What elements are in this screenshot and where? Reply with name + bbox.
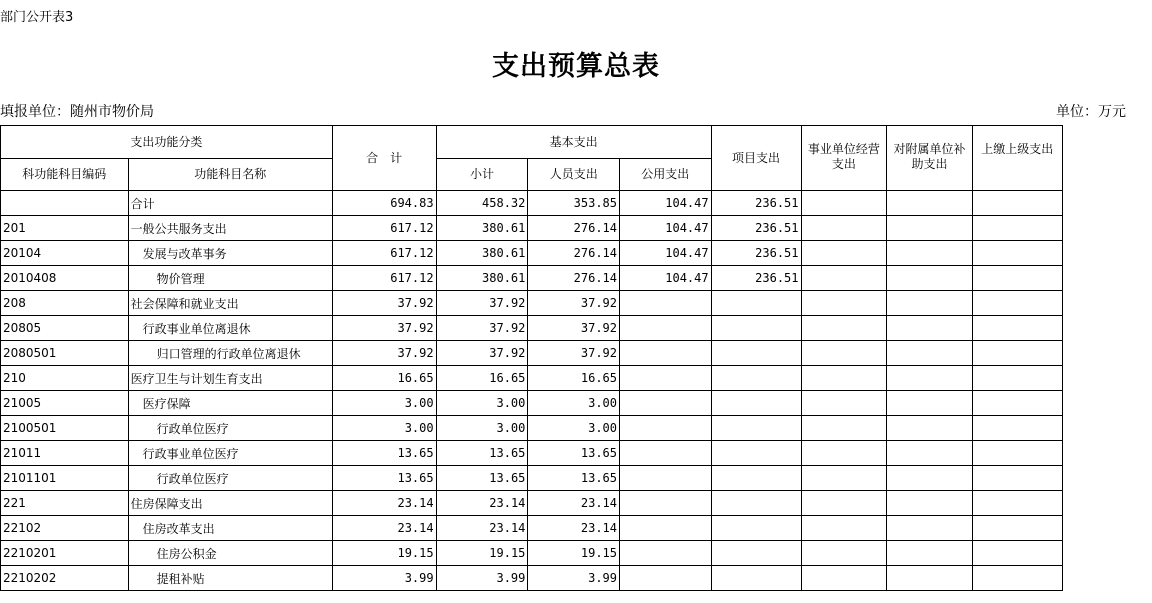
table-row xyxy=(1,366,1152,391)
cell-name: 住房改革支出 xyxy=(128,516,332,541)
cell-personnel: 37.92 xyxy=(528,316,620,341)
cell-upper xyxy=(972,466,1062,491)
cell-total: 694.83 xyxy=(332,191,436,216)
cell-personnel: 276.14 xyxy=(528,266,620,291)
cell-name: 行政单位医疗 xyxy=(128,466,332,491)
cell-project xyxy=(711,566,801,591)
cell-subtotal: 380.61 xyxy=(436,216,528,241)
cell-code: 221 xyxy=(1,491,129,516)
cell-total: 16.65 xyxy=(332,366,436,391)
cell-name: 行政单位医疗 xyxy=(128,416,332,441)
cell-public: 104.47 xyxy=(620,216,712,241)
cell-subsidy xyxy=(887,191,973,216)
cell-upper xyxy=(972,341,1062,366)
cell-code: 2100501 xyxy=(1,416,129,441)
cell-subsidy xyxy=(887,366,973,391)
cell-subtotal: 3.00 xyxy=(436,391,528,416)
cell-project xyxy=(711,291,801,316)
cell-public xyxy=(620,391,712,416)
table-row xyxy=(1,191,1152,216)
cell-business xyxy=(801,191,887,216)
budget-table xyxy=(0,125,1152,591)
cell-total: 19.15 xyxy=(332,541,436,566)
cell-name: 合计 xyxy=(128,191,332,216)
cell-subtotal: 380.61 xyxy=(436,266,528,291)
table-row xyxy=(1,466,1152,491)
header-subsidy: 对附属单位补助支出 xyxy=(887,126,973,191)
cell-business xyxy=(801,366,887,391)
cell-subtotal: 37.92 xyxy=(436,291,528,316)
cell-upper xyxy=(972,291,1062,316)
cell-total: 13.65 xyxy=(332,441,436,466)
cell-upper xyxy=(972,416,1062,441)
cell-name: 社会保障和就业支出 xyxy=(128,291,332,316)
header-total: 合 计 xyxy=(332,126,436,191)
cell-name: 医疗保障 xyxy=(128,391,332,416)
cell-personnel: 37.92 xyxy=(528,291,620,316)
cell-subsidy xyxy=(887,491,973,516)
table-row xyxy=(1,491,1152,516)
cell-subtotal: 19.15 xyxy=(436,541,528,566)
cell-subsidy xyxy=(887,541,973,566)
cell-public: 104.47 xyxy=(620,241,712,266)
header-personnel: 人员支出 xyxy=(528,159,620,191)
cell-personnel: 3.99 xyxy=(528,566,620,591)
cell-code: 208 xyxy=(1,291,129,316)
cell-business xyxy=(801,516,887,541)
cell-project: 236.51 xyxy=(711,241,801,266)
cell-code: 22102 xyxy=(1,516,129,541)
cell-subtotal: 3.99 xyxy=(436,566,528,591)
cell-public xyxy=(620,491,712,516)
cell-business xyxy=(801,391,887,416)
cell-subtotal: 13.65 xyxy=(436,466,528,491)
cell-personnel: 23.14 xyxy=(528,516,620,541)
cell-name: 提租补贴 xyxy=(128,566,332,591)
cell-code: 201 xyxy=(1,216,129,241)
cell-personnel: 13.65 xyxy=(528,441,620,466)
table-row xyxy=(1,216,1152,241)
cell-name: 发展与改革事务 xyxy=(128,241,332,266)
cell-code xyxy=(1,191,129,216)
cell-project xyxy=(711,316,801,341)
cell-project xyxy=(711,541,801,566)
header-func-class: 支出功能分类 xyxy=(1,126,333,159)
table-row xyxy=(1,291,1152,316)
cell-subtotal: 458.32 xyxy=(436,191,528,216)
cell-total: 37.92 xyxy=(332,316,436,341)
cell-project: 236.51 xyxy=(711,191,801,216)
cell-total: 23.14 xyxy=(332,491,436,516)
cell-business xyxy=(801,216,887,241)
cell-code: 2101101 xyxy=(1,466,129,491)
cell-upper xyxy=(972,191,1062,216)
cell-subsidy xyxy=(887,516,973,541)
cell-subsidy xyxy=(887,566,973,591)
cell-public xyxy=(620,366,712,391)
page-title: 支出预算总表 xyxy=(492,51,660,82)
cell-subsidy xyxy=(887,291,973,316)
table-row xyxy=(1,391,1152,416)
cell-public xyxy=(620,566,712,591)
cell-upper xyxy=(972,491,1062,516)
header-business: 事业单位经营支出 xyxy=(801,126,887,191)
cell-personnel: 276.14 xyxy=(528,241,620,266)
table-row xyxy=(1,341,1152,366)
cell-business xyxy=(801,316,887,341)
cell-code: 210 xyxy=(1,366,129,391)
cell-subtotal: 16.65 xyxy=(436,366,528,391)
cell-business xyxy=(801,466,887,491)
cell-project xyxy=(711,366,801,391)
cell-personnel: 353.85 xyxy=(528,191,620,216)
cell-subtotal: 37.92 xyxy=(436,341,528,366)
cell-business xyxy=(801,416,887,441)
table-row xyxy=(1,441,1152,466)
cell-personnel: 23.14 xyxy=(528,491,620,516)
cell-subsidy xyxy=(887,316,973,341)
cell-name: 医疗卫生与计划生育支出 xyxy=(128,366,332,391)
cell-public: 104.47 xyxy=(620,191,712,216)
cell-total: 617.12 xyxy=(332,241,436,266)
header-name: 功能科目名称 xyxy=(128,159,332,191)
table-row xyxy=(1,541,1152,566)
cell-subtotal: 23.14 xyxy=(436,516,528,541)
cell-code: 2210201 xyxy=(1,541,129,566)
cell-total: 3.00 xyxy=(332,391,436,416)
cell-total: 617.12 xyxy=(332,216,436,241)
cell-project xyxy=(711,441,801,466)
cell-name: 物价管理 xyxy=(128,266,332,291)
cell-business xyxy=(801,341,887,366)
cell-personnel: 16.65 xyxy=(528,366,620,391)
header-basic: 基本支出 xyxy=(436,126,711,159)
cell-business xyxy=(801,541,887,566)
cell-public xyxy=(620,441,712,466)
cell-subsidy xyxy=(887,466,973,491)
cell-subsidy xyxy=(887,241,973,266)
cell-project xyxy=(711,466,801,491)
header-upper: 上缴上级支出 xyxy=(972,126,1062,191)
cell-code: 2080501 xyxy=(1,341,129,366)
cell-upper xyxy=(972,516,1062,541)
form-number-label: 部门公开表3 xyxy=(0,10,74,25)
cell-code: 21011 xyxy=(1,441,129,466)
cell-subsidy xyxy=(887,266,973,291)
cell-public xyxy=(620,541,712,566)
cell-business xyxy=(801,241,887,266)
currency-unit-label: 单位：万元 xyxy=(1056,104,1126,120)
cell-name: 住房公积金 xyxy=(128,541,332,566)
cell-public xyxy=(620,516,712,541)
cell-total: 37.92 xyxy=(332,341,436,366)
cell-name: 归口管理的行政单位离退休 xyxy=(128,341,332,366)
cell-name: 一般公共服务支出 xyxy=(128,216,332,241)
cell-name: 住房保障支出 xyxy=(128,491,332,516)
header-project: 项目支出 xyxy=(711,126,801,191)
cell-business xyxy=(801,491,887,516)
table-row xyxy=(1,266,1152,291)
cell-upper xyxy=(972,266,1062,291)
cell-business xyxy=(801,441,887,466)
cell-subtotal: 23.14 xyxy=(436,491,528,516)
cell-name: 行政事业单位医疗 xyxy=(128,441,332,466)
cell-upper xyxy=(972,366,1062,391)
cell-project xyxy=(711,416,801,441)
cell-personnel: 3.00 xyxy=(528,416,620,441)
cell-project: 236.51 xyxy=(711,216,801,241)
cell-subsidy xyxy=(887,216,973,241)
cell-public xyxy=(620,416,712,441)
cell-project xyxy=(711,491,801,516)
cell-total: 37.92 xyxy=(332,291,436,316)
cell-subsidy xyxy=(887,391,973,416)
table-row xyxy=(1,316,1152,341)
cell-upper xyxy=(972,566,1062,591)
cell-subtotal: 37.92 xyxy=(436,316,528,341)
cell-project xyxy=(711,341,801,366)
cell-personnel: 37.92 xyxy=(528,341,620,366)
header-subtotal: 小计 xyxy=(436,159,528,191)
cell-name: 行政事业单位离退休 xyxy=(128,316,332,341)
cell-project xyxy=(711,391,801,416)
table-row xyxy=(1,241,1152,266)
cell-upper xyxy=(972,441,1062,466)
cell-total: 23.14 xyxy=(332,516,436,541)
cell-business xyxy=(801,266,887,291)
cell-total: 3.99 xyxy=(332,566,436,591)
cell-project xyxy=(711,516,801,541)
cell-total: 3.00 xyxy=(332,416,436,441)
cell-subsidy xyxy=(887,416,973,441)
cell-project: 236.51 xyxy=(711,266,801,291)
cell-personnel: 276.14 xyxy=(528,216,620,241)
cell-subtotal: 3.00 xyxy=(436,416,528,441)
cell-public xyxy=(620,341,712,366)
cell-subsidy xyxy=(887,341,973,366)
table-row xyxy=(1,516,1152,541)
cell-personnel: 19.15 xyxy=(528,541,620,566)
filler-unit-label: 填报单位：随州市物价局 xyxy=(0,104,154,120)
cell-subtotal: 13.65 xyxy=(436,441,528,466)
cell-total: 617.12 xyxy=(332,266,436,291)
table-row xyxy=(1,566,1152,591)
cell-public xyxy=(620,291,712,316)
cell-business xyxy=(801,566,887,591)
cell-total: 13.65 xyxy=(332,466,436,491)
cell-code: 2210202 xyxy=(1,566,129,591)
cell-personnel: 3.00 xyxy=(528,391,620,416)
cell-subsidy xyxy=(887,441,973,466)
cell-business xyxy=(801,291,887,316)
cell-public xyxy=(620,316,712,341)
cell-code: 2010408 xyxy=(1,266,129,291)
cell-code: 20104 xyxy=(1,241,129,266)
table-row xyxy=(1,416,1152,441)
header-code: 科功能科目编码 xyxy=(1,159,129,191)
cell-personnel: 13.65 xyxy=(528,466,620,491)
cell-public xyxy=(620,466,712,491)
cell-subtotal: 380.61 xyxy=(436,241,528,266)
header-public: 公用支出 xyxy=(620,159,712,191)
cell-upper xyxy=(972,241,1062,266)
cell-upper xyxy=(972,216,1062,241)
cell-upper xyxy=(972,316,1062,341)
cell-public: 104.47 xyxy=(620,266,712,291)
cell-upper xyxy=(972,391,1062,416)
cell-code: 21005 xyxy=(1,391,129,416)
cell-code: 20805 xyxy=(1,316,129,341)
cell-upper xyxy=(972,541,1062,566)
